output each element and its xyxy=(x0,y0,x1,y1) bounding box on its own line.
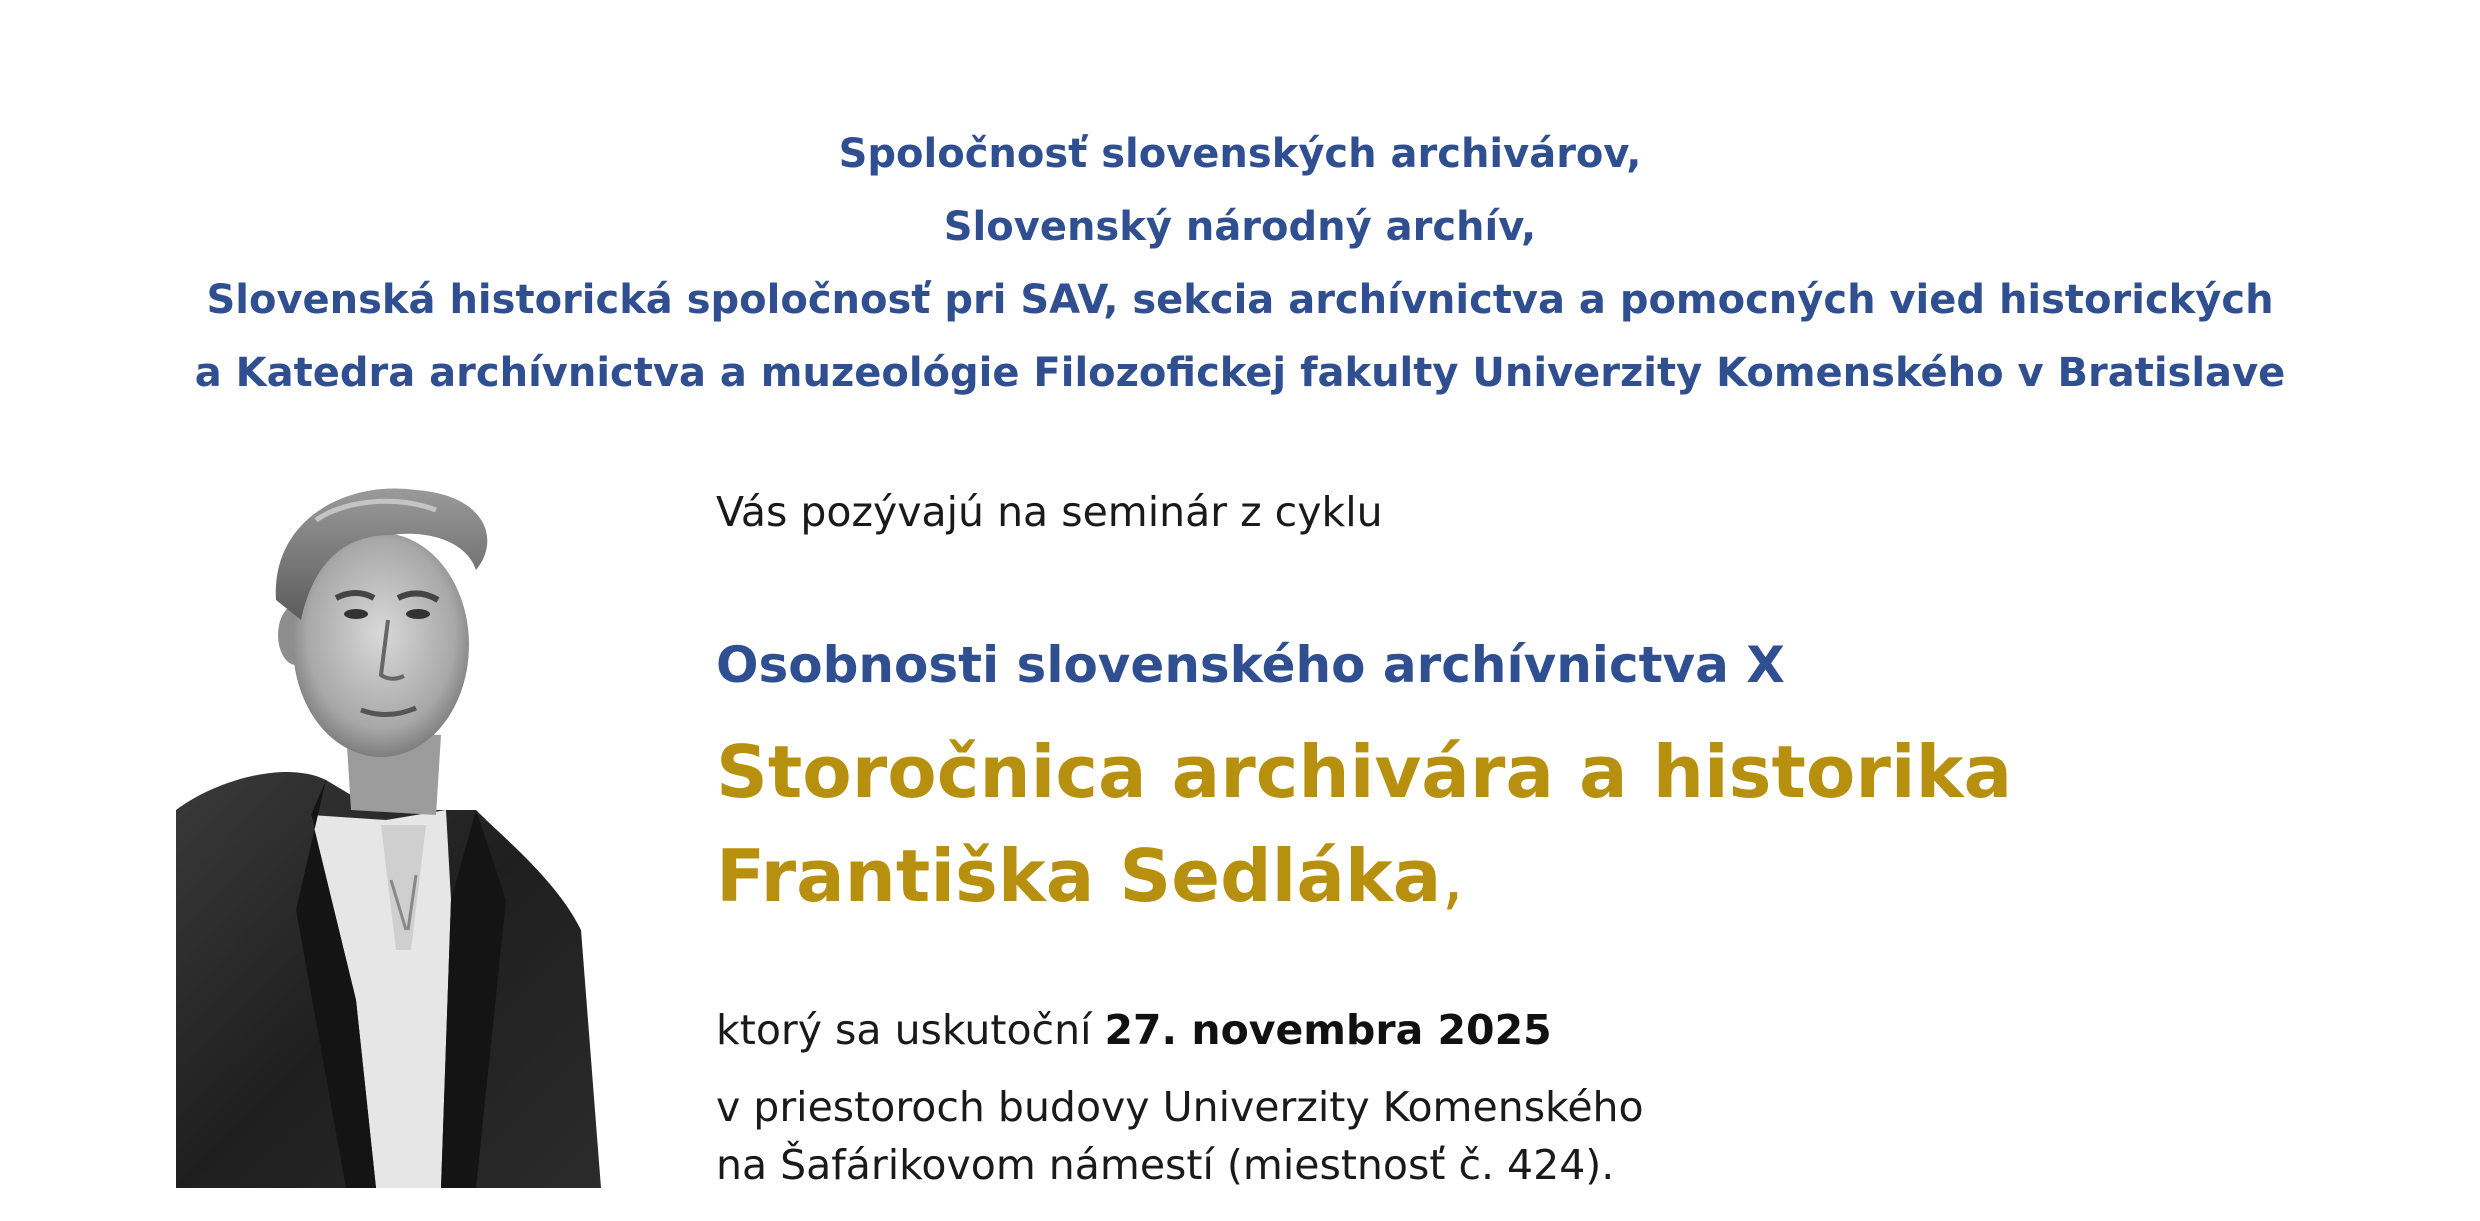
organizer-line: Spoločnosť slovenských archivárov, xyxy=(838,131,1642,177)
organizer-line: Slovenský národný archív, xyxy=(943,204,1537,250)
date-prefix: ktorý sa uskutoční xyxy=(716,1006,1105,1054)
event-title-line1: Storočnica archivára a historika xyxy=(716,730,2013,814)
event-title-comma: , xyxy=(1441,834,1465,918)
event-date: 27. novembra 2025 xyxy=(1104,1006,1552,1054)
organizer-line: Slovenská historická spoločnosť pri SAV, sekcia archívnictva a pomocných vied historických xyxy=(206,277,2274,323)
event-date-line xyxy=(716,1006,1552,1054)
portrait-photo xyxy=(176,480,606,1188)
location-line1: v priestoroch budovy Univerzity Komenského xyxy=(716,1083,1644,1131)
location-line2: na Šafárikovom námestí (miestnosť č. 424). xyxy=(716,1141,1615,1189)
event-title xyxy=(716,720,2012,928)
event-location xyxy=(716,1078,1644,1194)
organizers-block xyxy=(0,118,2480,410)
organizer-line: a Katedra archívnictva a muzeológie Filozofickej fakulty Univerzity Komenského v Bratislave xyxy=(194,350,2286,396)
event-title-line2 xyxy=(716,824,2012,928)
event-title-name: Františka Sedláka xyxy=(716,834,1442,918)
invite-text: Vás pozývajú na seminár z cyklu xyxy=(716,488,1383,536)
series-title: Osobnosti slovenského archívnictva X xyxy=(716,636,1785,694)
